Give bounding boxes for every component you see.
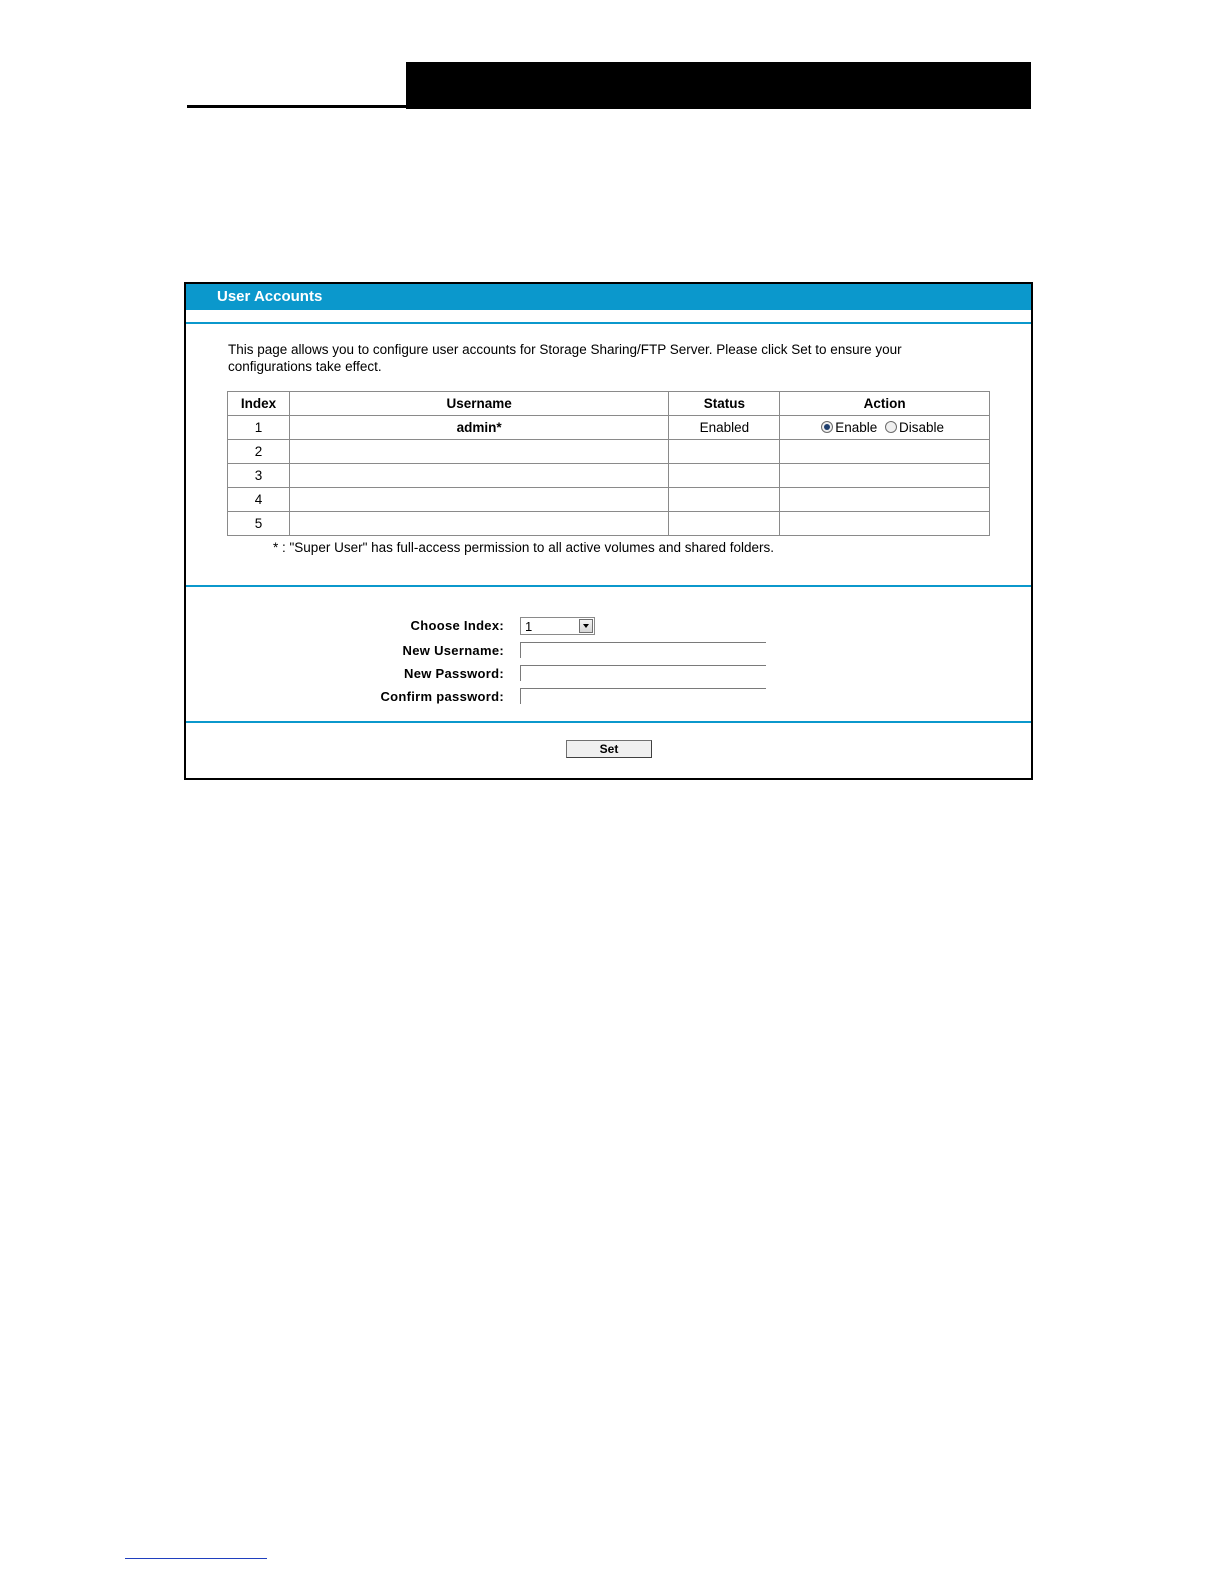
document-header-bar [406, 62, 1031, 109]
row-index: 3 [228, 464, 290, 488]
row-username [289, 440, 668, 464]
row-status [669, 464, 780, 488]
row-status [669, 512, 780, 536]
column-header-status: Status [669, 392, 780, 416]
row-status: Enabled [669, 416, 780, 440]
table-row [228, 488, 990, 512]
new-password-label: New Password: [404, 666, 504, 681]
page-description: This page allows you to configure user accounts for Storage Sharing/FTP Server. Please click Set to ensure your configurations take effect. [228, 342, 902, 374]
disable-radio-label: Disable [899, 420, 945, 435]
row-username [289, 488, 668, 512]
new-username-label: New Username: [402, 643, 504, 658]
column-header-username: Username [289, 392, 668, 416]
table-row [228, 464, 990, 488]
table-header-row [228, 392, 990, 416]
confirm-password-input[interactable] [520, 688, 766, 704]
row-action [780, 512, 990, 536]
panel-title: User Accounts [217, 288, 323, 305]
user-accounts-panel [184, 282, 1033, 780]
chevron-down-icon[interactable] [579, 619, 593, 633]
table-row [228, 440, 990, 464]
enable-radio-label: Enable [835, 420, 878, 435]
row-username [289, 464, 668, 488]
row-username: admin* [289, 416, 668, 440]
row-index: 2 [228, 440, 290, 464]
section-divider [186, 322, 1031, 324]
enable-radio[interactable] [821, 421, 833, 433]
table-row [228, 512, 990, 536]
section-divider [186, 585, 1031, 587]
new-username-input[interactable] [520, 642, 766, 658]
row-index: 1 [228, 416, 290, 440]
table-row [228, 416, 990, 440]
document-header-rule [187, 105, 407, 108]
user-accounts-table [227, 391, 990, 536]
row-action [780, 464, 990, 488]
super-user-footnote: * : "Super User" has full-access permission to all active volumes and shared folders. [273, 540, 775, 555]
set-button[interactable]: Set [566, 740, 652, 758]
choose-index-value: 1 [525, 619, 533, 634]
choose-index-select[interactable] [520, 617, 595, 635]
row-action [780, 416, 990, 440]
row-index: 4 [228, 488, 290, 512]
section-divider [186, 721, 1031, 723]
confirm-password-label: Confirm password: [380, 689, 504, 704]
column-header-index: Index [228, 392, 290, 416]
panel-title-bar [186, 284, 1031, 310]
row-status [669, 488, 780, 512]
row-action [780, 440, 990, 464]
disable-radio[interactable] [885, 421, 897, 433]
new-password-input[interactable] [520, 665, 766, 681]
column-header-action: Action [780, 392, 990, 416]
row-action [780, 488, 990, 512]
footer-link-rule [125, 1558, 267, 1559]
row-index: 5 [228, 512, 290, 536]
row-status [669, 440, 780, 464]
choose-index-label: Choose Index: [410, 618, 504, 633]
row-username [289, 512, 668, 536]
